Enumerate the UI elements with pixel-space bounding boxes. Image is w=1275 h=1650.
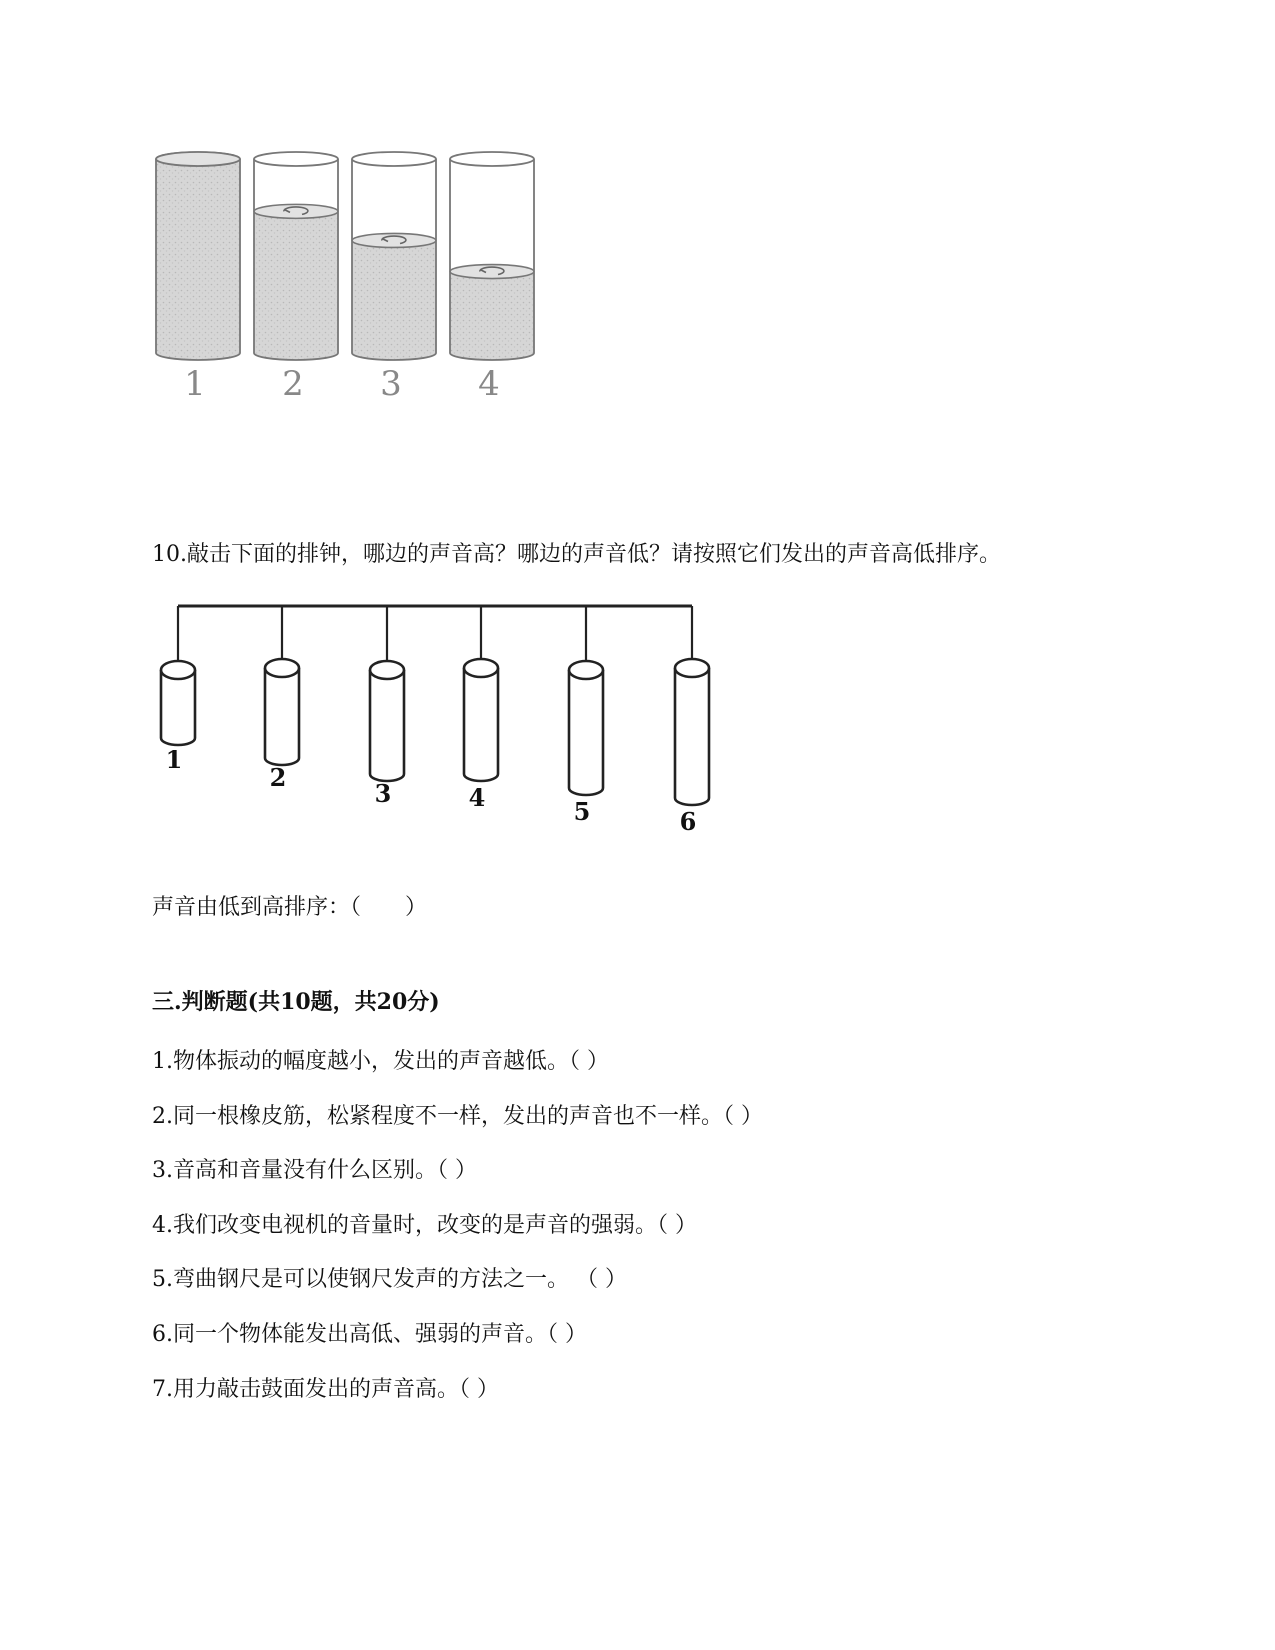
chime-tube: [370, 670, 404, 781]
chime-tube: [265, 668, 299, 765]
chime-tube: [675, 668, 709, 805]
chime-top: [265, 659, 299, 677]
judgement-item-3: 3.音高和音量没有什么区别。（ ）: [152, 1158, 477, 1183]
chime-label: 1: [165, 745, 183, 774]
judgement-item-4: 4.我们改变电视机的音量时，改变的是声音的强弱。（ ）: [152, 1213, 697, 1238]
glass-1: [156, 152, 240, 404]
judgement-item-1: 1.物体振动的幅度越小，发出的声音越低。（ ）: [152, 1049, 609, 1074]
glass-rim: [450, 152, 534, 166]
section-3-title: 三.判断题(共10题，共20分): [152, 989, 440, 1015]
glass-water: [254, 211, 338, 360]
glass-label: 1: [184, 364, 206, 404]
glass-4: [450, 152, 534, 404]
chime-4: [464, 606, 498, 812]
chime-tube: [161, 670, 195, 745]
glass-label: 2: [282, 364, 304, 404]
glass-water: [156, 159, 240, 360]
judgement-item-6: 6.同一个物体能发出高低、强弱的声音。（ ）: [152, 1322, 587, 1347]
answer-prompt: 声音由低到高排序：（ ）: [152, 895, 428, 920]
chime-2: [265, 606, 299, 792]
chime-1: [161, 606, 195, 774]
chime-5: [569, 606, 603, 826]
chime-6: [675, 606, 709, 836]
chime-tube: [569, 670, 603, 795]
glasses-figure: [150, 145, 550, 415]
question-10-text: 10.敲击下面的排钟，哪边的声音高？哪边的声音低？请按照它们发出的声音高低排序。: [152, 542, 1001, 567]
chime-label: 4: [468, 783, 486, 812]
chime-tube: [464, 668, 498, 781]
glass-rim: [352, 152, 436, 166]
glass-water: [352, 240, 436, 360]
judgement-item-5: 5.弯曲钢尺是可以使钢尺发声的方法之一。 （ ）: [152, 1267, 627, 1292]
glass-label: 4: [478, 364, 500, 404]
chimes-figure: [150, 598, 740, 848]
glass-water: [450, 272, 534, 360]
glass-rim: [156, 152, 240, 166]
chime-label: 2: [269, 763, 287, 792]
chime-top: [464, 659, 498, 677]
chime-3: [370, 606, 404, 808]
chime-label: 6: [679, 807, 697, 836]
chime-top: [569, 661, 603, 679]
glass-2: [254, 152, 338, 404]
judgement-item-2: 2.同一根橡皮筋，松紧程度不一样，发出的声音也不一样。（ ）: [152, 1104, 763, 1129]
glass-3: [352, 152, 436, 404]
chime-top: [161, 661, 195, 679]
glass-label: 3: [380, 364, 402, 404]
glass-rim: [254, 152, 338, 166]
chime-top: [370, 661, 404, 679]
chime-label: 3: [374, 779, 392, 808]
chime-top: [675, 659, 709, 677]
judgement-item-7: 7.用力敲击鼓面发出的声音高。（ ）: [152, 1377, 499, 1402]
chime-label: 5: [573, 797, 591, 826]
